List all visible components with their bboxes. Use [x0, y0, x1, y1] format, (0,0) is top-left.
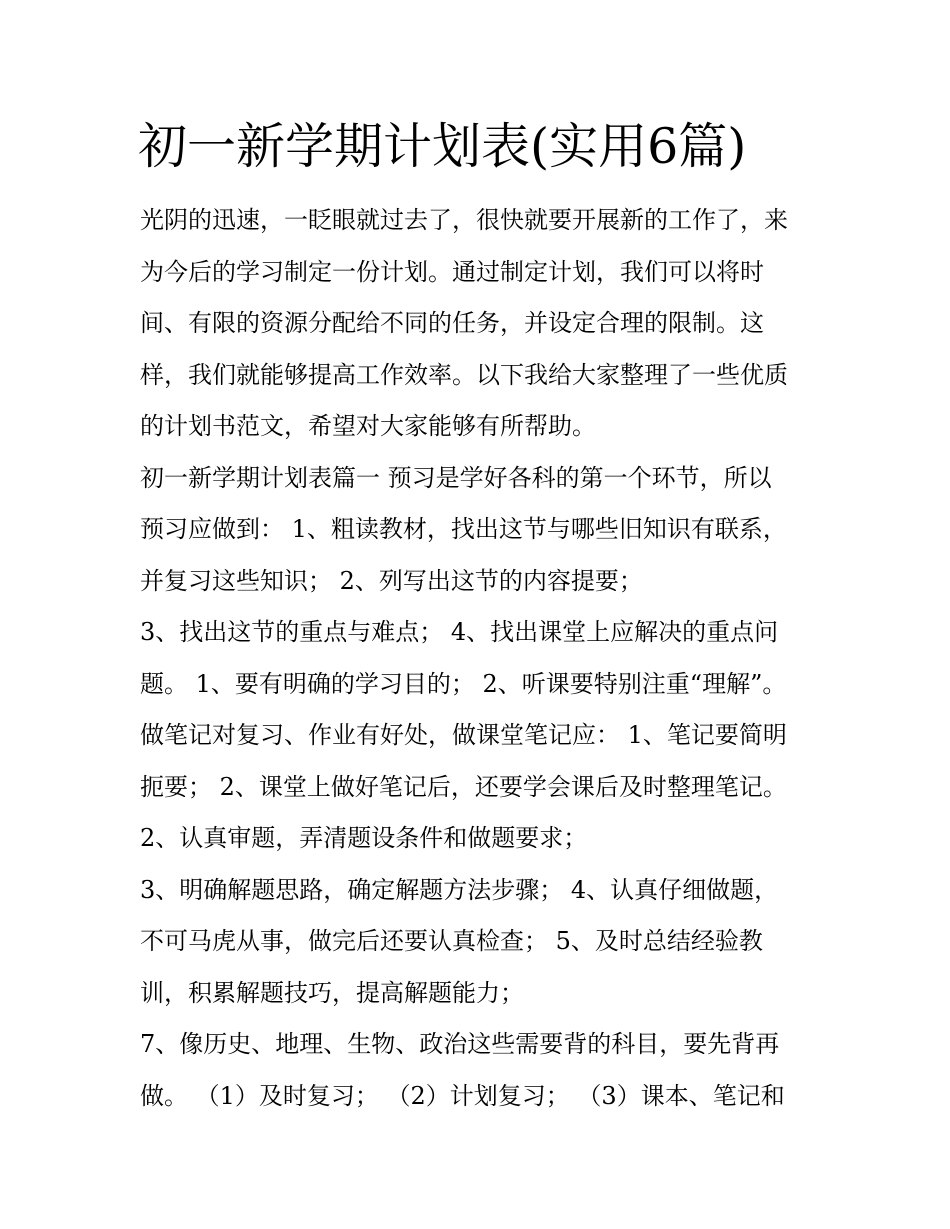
body-line: 做笔记对复习、作业有好处，做课堂笔记应： 1、笔记要简明 — [140, 721, 787, 749]
body-line: 3、明确解题思路，确定解题方法步骤； 4、认真仔细做题， — [140, 875, 779, 904]
body-line: 并复习这些知识； 2、列写出这节的内容提要； — [140, 566, 643, 595]
body-line: 的计划书范文，希望对大家能够有所帮助。 — [140, 412, 596, 440]
body-line: 3、找出这节的重点与难点； 4、找出课堂上应解决的重点问 — [140, 618, 779, 646]
body-line: 扼要； 2、课堂上做好笔记后，还要学会课后及时整理笔记。 — [140, 772, 787, 801]
body-line: 为今后的学习制定一份计划。通过制定计划，我们可以将时 — [140, 257, 764, 286]
body-line: 做。 （1）及时复习； （2）计划复习； （3）课本、笔记和 — [140, 1081, 785, 1110]
body-line: 光阴的迅速，一眨眼就过去了，很快就要开展新的工作了，来 — [140, 206, 788, 234]
body-line: 预习应做到： 1、粗读教材，找出这节与哪些旧知识有联系， — [140, 515, 787, 543]
body-line: 初一新学期计划表篇一 预习是学好各科的第一个环节，所以 — [140, 463, 772, 492]
body-line: 7、像历史、地理、生物、政治这些需要背的科目，要先背再 — [140, 1030, 780, 1058]
body-line: 2、认真审题，弄清题设条件和做题要求； — [140, 824, 588, 852]
body-line: 不可马虎从事，做完后还要认真检查； 5、及时总结经验教 — [140, 927, 763, 955]
body-line: 间、有限的资源分配给不同的任务，并设定合理的限制。这 — [140, 309, 764, 337]
document-body — [140, 195, 820, 1122]
document-title: 初一新学期计划表(实用6篇) — [138, 118, 747, 175]
body-line: 样，我们就能够提高工作效率。以下我给大家整理了一些优质 — [140, 360, 788, 389]
body-line: 训，积累解题技巧，提高解题能力； — [140, 978, 524, 1007]
body-line: 题。 1、要有明确的学习目的； 2、听课要特别注重“理解”。 — [140, 669, 787, 698]
